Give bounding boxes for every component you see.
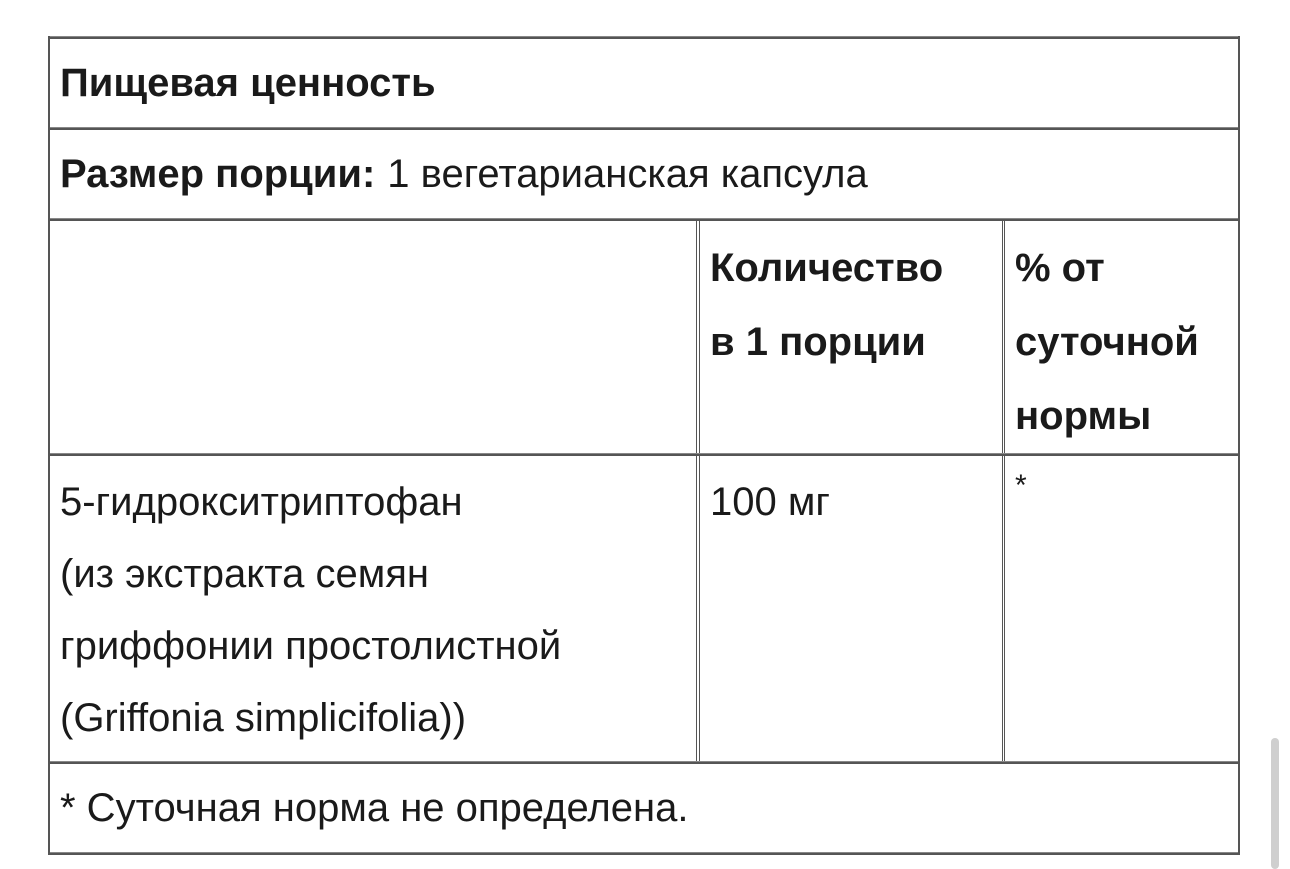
header-empty-cell: [50, 221, 696, 453]
footnote: * Суточная норма не определена.: [60, 785, 689, 830]
header-amount-line: Количество: [710, 246, 944, 290]
header-daily-value-line: % от: [1015, 246, 1105, 290]
header-daily-value-line: нормы: [1015, 394, 1152, 438]
daily-value-asterisk: *: [1015, 469, 1027, 502]
table-bottom-border: [50, 852, 1238, 855]
ingredient-amount: 100 мг: [696, 456, 1002, 761]
header-daily-value: [1002, 221, 1238, 453]
ingredient-name-line: гриффонии простолистной: [60, 624, 562, 668]
header-amount-line: в 1 порции: [710, 320, 926, 364]
serving-size-row: [50, 130, 1238, 218]
ingredient-name: [50, 456, 696, 761]
table-row: [50, 456, 1238, 761]
header-daily-value-line: суточной: [1015, 320, 1199, 364]
nutrition-facts-table: [48, 36, 1240, 855]
ingredient-daily-value: [1002, 456, 1238, 761]
ingredient-name-line: (Griffonia simplicifolia)): [60, 696, 467, 740]
header-amount-per-serving: [696, 221, 1002, 453]
column-header-row: [50, 221, 1238, 453]
serving-size-value: 1 вегетарианская капсула: [387, 151, 868, 196]
vertical-scrollbar[interactable]: [1271, 738, 1279, 869]
serving-size-label: Размер порции:: [60, 151, 376, 196]
table-title: Пищевая ценность: [60, 60, 436, 105]
ingredient-name-line: 5-гидрокситриптофан: [60, 480, 463, 524]
ingredient-name-line: (из экстракта семян: [60, 552, 429, 596]
